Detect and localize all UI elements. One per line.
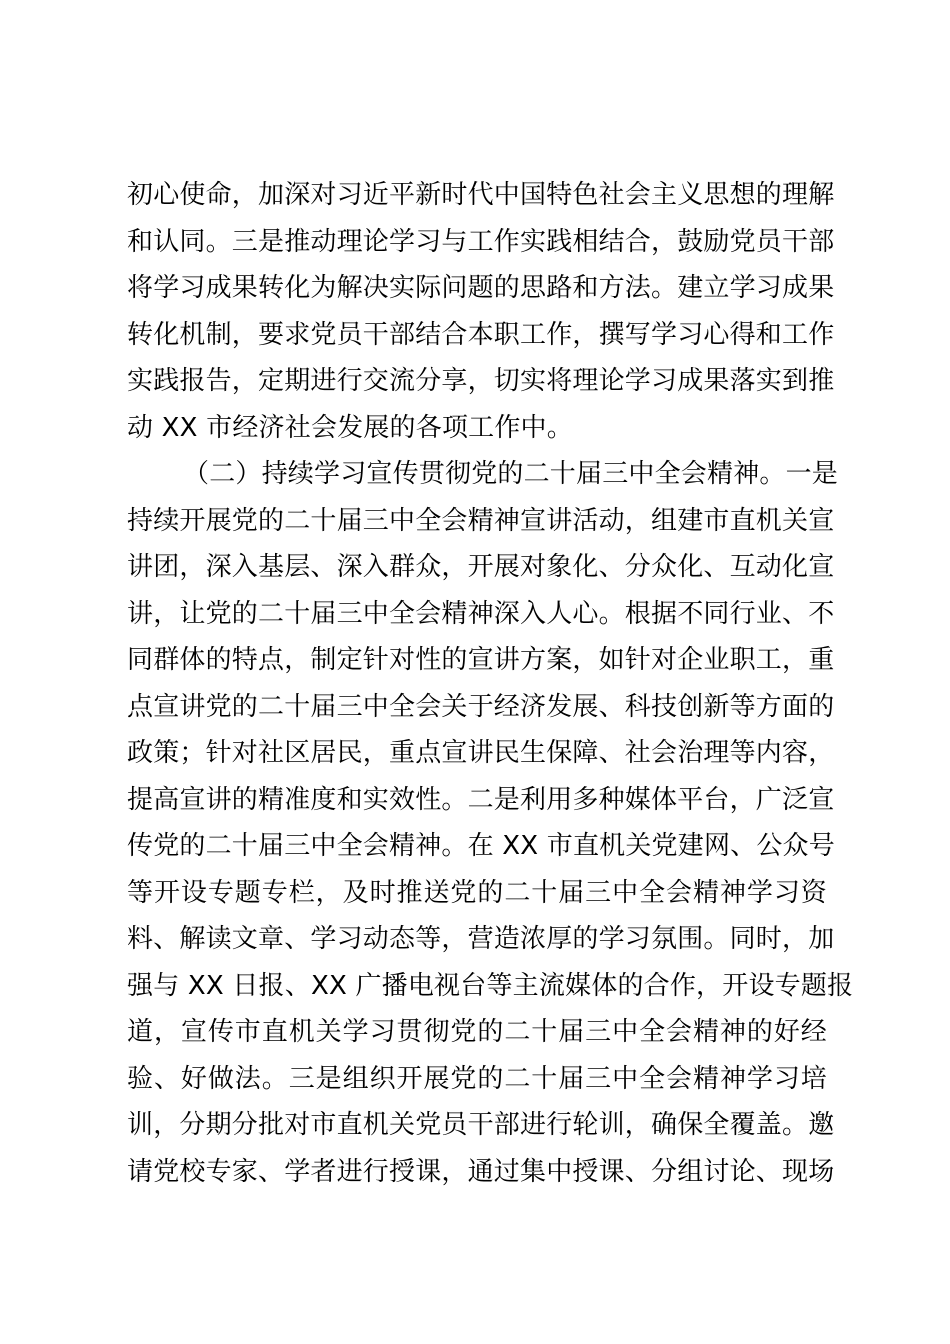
text-line: 提高宣讲的精准度和实效性。二是利用多种媒体平台，广泛宣: [127, 784, 835, 815]
text-line: 讲团，深入基层、深入群众，开展对象化、分众化、互动化宣: [127, 552, 835, 582]
text-line: 等开设专题专栏，及时推送党的二十届三中全会精神学习资: [127, 877, 827, 908]
text-line: 道，宣传市直机关学习贯彻党的二十届三中全会精神的好经: [127, 1017, 827, 1047]
text-line: 转化机制，要求党员干部结合本职工作，撰写学习心得和工作: [127, 319, 835, 350]
text-line: 实践报告，定期进行交流分享，切实将理论学习成果落实到推: [127, 366, 835, 396]
text-line: 验、好做法。三是组织开展党的二十届三中全会精神学习培: [127, 1063, 827, 1094]
text-line: 训，分期分批对市直机关党员干部进行轮训，确保全覆盖。邀: [127, 1110, 835, 1140]
text-line: 将学习成果转化为解决实际问题的思路和方法。建立学习成果: [127, 273, 835, 303]
body-text: [127, 172, 854, 1195]
text-line: 点宣讲党的二十届三中全会关于经济发展、科技创新等方面的: [127, 691, 835, 722]
text-line: 讲，让党的二十届三中全会精神深入人心。根据不同行业、不: [127, 598, 835, 629]
section-heading-line: （二）持续学习宣传贯彻党的二十届三中全会精神。一是: [183, 459, 839, 489]
text-line: 初心使命，加深对习近平新时代中国特色社会主义思想的理解: [127, 180, 835, 210]
text-line: 同群体的特点，制定针对性的宣讲方案，如针对企业职工，重: [127, 645, 835, 675]
text-line: 传党的二十届三中全会精神。在 XX 市直机关党建网、公众号: [127, 831, 835, 861]
text-line: 强与 XX 日报、XX 广播电视台等主流媒体的合作，开设专题报: [127, 970, 854, 1001]
text-line: 和认同。三是推动理论学习与工作实践相结合，鼓励党员干部: [127, 226, 835, 257]
text-line: 动 XX 市经济社会发展的各项工作中。: [127, 412, 573, 443]
text-line: 持续开展党的二十届三中全会精神宣讲活动，组建市直机关宣: [127, 505, 835, 536]
text-line: 政策；针对社区居民，重点宣讲民生保障、社会治理等内容，: [127, 738, 835, 768]
text-line: 料、解读文章、学习动态等，营造浓厚的学习氛围。同时，加: [127, 924, 835, 954]
text-line: 请党校专家、学者进行授课，通过集中授课、分组讨论、现场: [127, 1156, 835, 1187]
